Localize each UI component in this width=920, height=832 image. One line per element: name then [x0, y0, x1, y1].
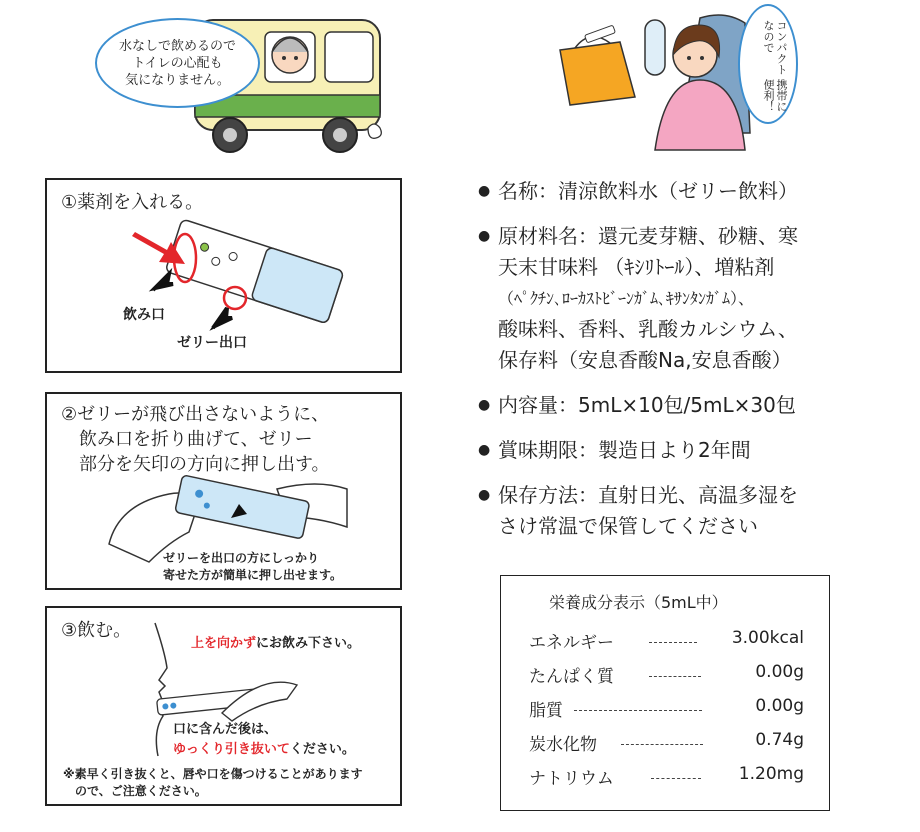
nutrition-name: 脂質 — [529, 701, 563, 721]
product-specifications — [478, 176, 898, 556]
nutrition-value: 3.00kcal — [731, 628, 804, 648]
step-3-after-rest: ください。 — [289, 742, 355, 757]
step-2-title-line: 部分を矢印の方向に押し出す。 — [79, 454, 330, 475]
spec-line: 原材料名：還元麦芽糖、砂糖、寒 — [498, 224, 798, 248]
spec-line: 保存料（安息香酸Na,安息香酸） — [498, 348, 792, 372]
spec-line: 賞味期限：製造日より2年間 — [498, 438, 751, 462]
nutrition-facts-table — [500, 575, 830, 811]
nutrition-row — [529, 730, 804, 758]
step-2-title-line: ②ゼリーが飛び出さないように、 — [61, 404, 330, 425]
step-3-panel — [45, 606, 402, 806]
nutrition-name: 炭水化物 — [529, 735, 597, 755]
outlet-label: ゼリー出口 — [177, 335, 247, 351]
spec-expiry — [478, 435, 898, 466]
spec-line: 天末甘味料 （ｷｼﾘﾄｰﾙ）、増粘剤 — [498, 255, 775, 279]
step-3-red-rest: にお飲み下さい。 — [256, 636, 361, 651]
bullet-icon: ● — [478, 228, 491, 244]
bus-bubble-line: トイレの心配も — [132, 55, 223, 71]
plane-bubble-line: 携帯に便利！ — [762, 78, 788, 112]
nutrition-title: 栄養成分表示（5mL中） — [549, 593, 728, 612]
step-3-after-red: ゆっくり引き抜いて — [173, 742, 290, 757]
nutrition-value: 1.20mg — [738, 764, 804, 784]
bullet-icon: ● — [478, 183, 491, 199]
spec-line: 内容量：5mL×10包/5mL×30包 — [498, 393, 796, 417]
step-3-red-text: 上を向かず — [191, 636, 257, 651]
spec-line: （ﾍﾟｸﾁﾝ､ﾛｰｶｽﾄﾋﾞｰﾝｶﾞﾑ､ｷｻﾝﾀﾝｶﾞﾑ）、 — [498, 289, 755, 308]
nutrition-leader — [621, 744, 703, 745]
step-1-title: ①薬剤を入れる。 — [61, 192, 204, 213]
spec-ingredients — [478, 221, 898, 376]
step-3-title: ③飲む。 — [61, 620, 132, 641]
nutrition-leader — [574, 710, 702, 711]
step-3-caution-line: ※素早く引き抜くと、唇や口を傷つけることがあります — [63, 767, 363, 781]
speech-bubble-bus — [95, 18, 260, 108]
step-3-caution — [63, 766, 363, 800]
step-2-note-line: 寄せた方が簡単に押し出せます。 — [163, 568, 343, 582]
nutrition-row — [529, 696, 804, 724]
step-3-after-line1: 口に含んだ後は、 — [173, 722, 278, 737]
bullet-icon: ● — [478, 487, 491, 503]
step-1-panel — [45, 178, 402, 373]
nutrition-name: ナトリウム — [529, 769, 614, 789]
nutrition-name: エネルギー — [529, 633, 614, 653]
nutrition-row — [529, 764, 804, 792]
bullet-icon: ● — [478, 397, 491, 413]
nutrition-value: 0.00g — [755, 696, 804, 716]
spec-storage — [478, 480, 898, 542]
spec-content-volume — [478, 390, 898, 421]
mouth-label: 飲み口 — [123, 307, 165, 323]
nutrition-row — [529, 662, 804, 690]
bus-bubble-line: 気になりません。 — [125, 72, 230, 88]
airplane-illustration — [545, 0, 875, 160]
nutrition-leader — [649, 642, 697, 643]
nutrition-name: たんぱく質 — [529, 667, 614, 687]
nutrition-value: 0.74g — [755, 730, 804, 750]
speech-bubble-airplane — [738, 4, 798, 124]
bus-bubble-line: 水なしで飲めるので — [118, 38, 236, 54]
spec-name — [478, 176, 898, 207]
nutrition-leader — [649, 676, 701, 677]
nutrition-value: 0.00g — [755, 662, 804, 682]
step-2-note-line: ゼリーを出口の方にしっかり — [163, 551, 320, 565]
bullet-icon: ● — [478, 442, 491, 458]
spec-line: 保存方法：直射日光、高温多湿を — [498, 483, 798, 507]
plane-bubble-line: コンパクトなので — [762, 20, 788, 75]
step-2-note — [163, 550, 342, 584]
spec-line: さけ常温で保管してください — [498, 514, 758, 538]
step-2-panel — [45, 392, 402, 590]
nutrition-row — [529, 628, 804, 656]
nutrition-leader — [651, 778, 701, 779]
step-2-title-line: 飲み口を折り曲げて、ゼリー — [79, 429, 313, 450]
spec-line: 名称：清涼飲料水（ゼリー飲料） — [498, 179, 798, 203]
step-3-after-note — [173, 720, 355, 760]
spec-line: 酸味料、香料、乳酸カルシウム、 — [498, 317, 798, 341]
step-3-caution-line: ので、ご注意ください。 — [75, 784, 207, 798]
